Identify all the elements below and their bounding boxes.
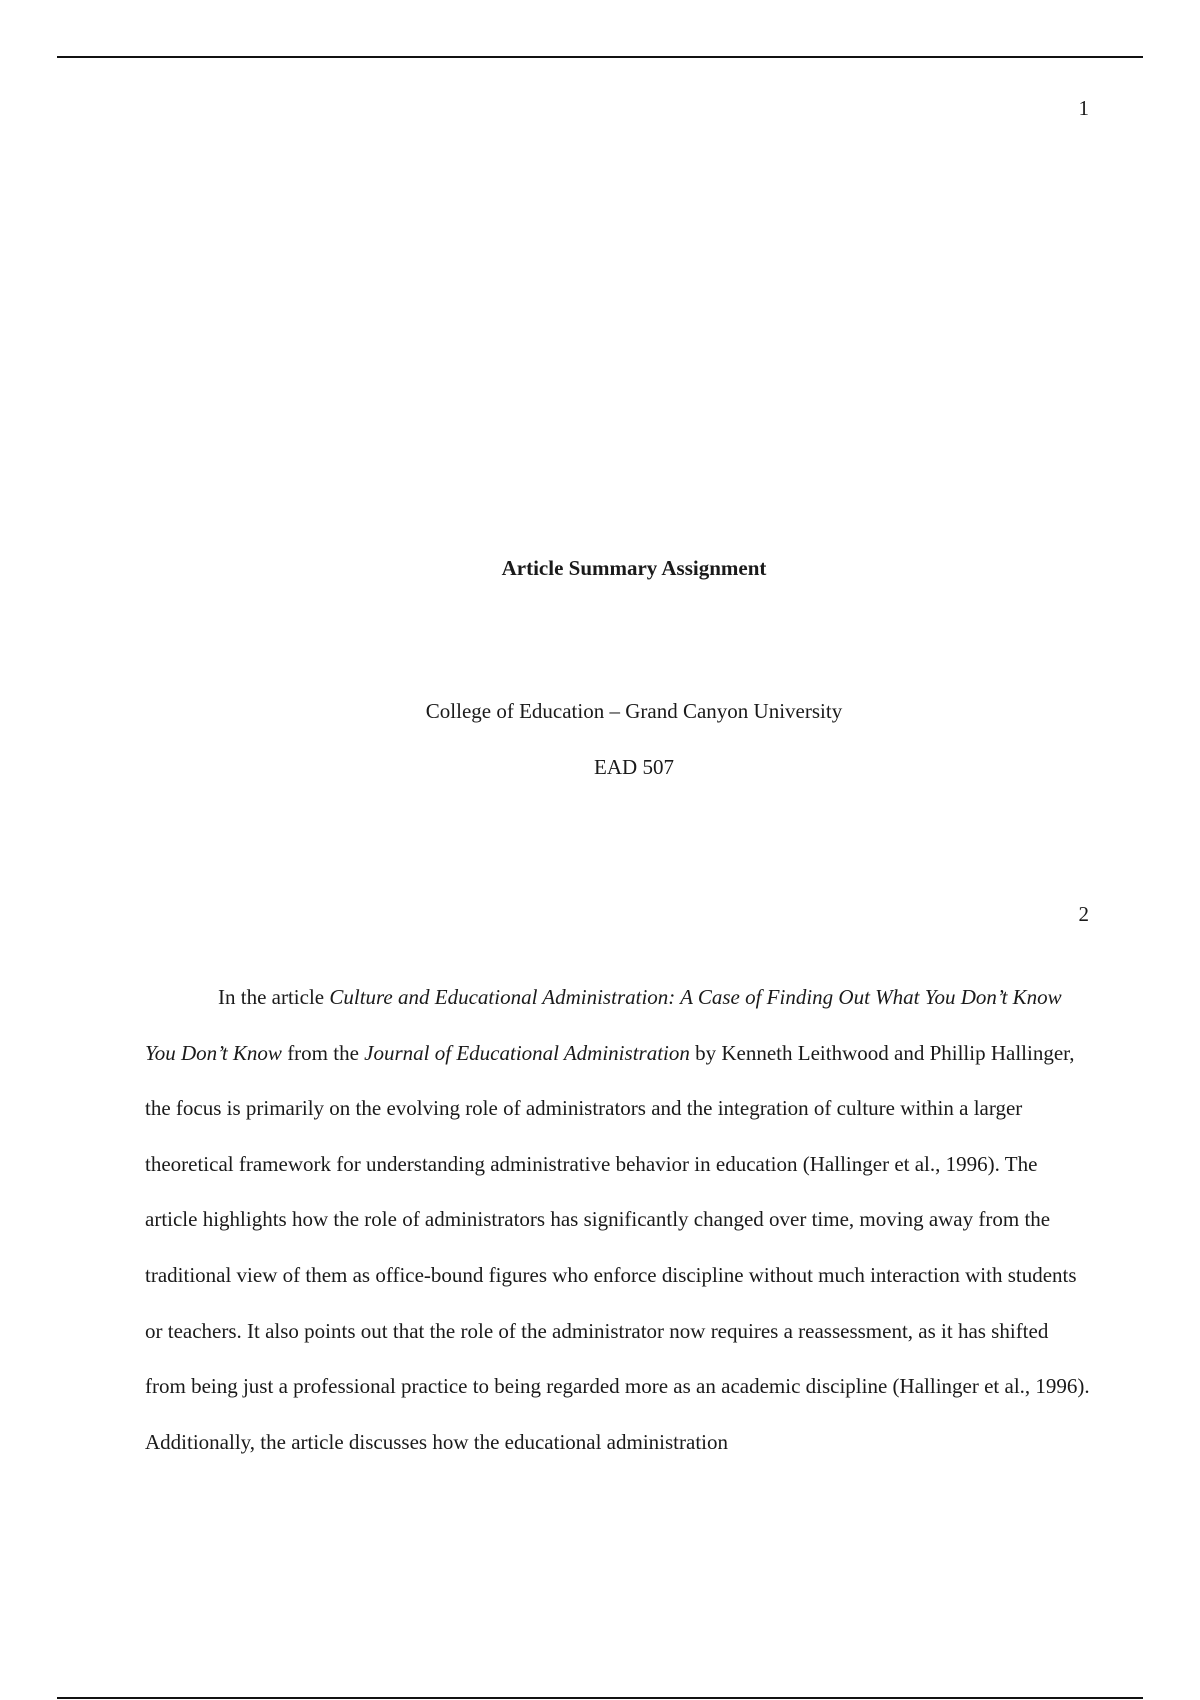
article-title-italic: Culture and Educational Administration: A Case of Finding Out What You Don’t Know You Don’t Know [145,985,1062,1065]
institution-line: College of Education – Grand Canyon University [425,699,843,723]
page-number-2: 2 [1078,902,1089,926]
body-text-segment-1: In the article [218,985,330,1009]
body-text-segment-5: by Kenneth Leithwood and Phillip Hallinger, the focus is primarily on the evolving role of administrators and the integration of culture within a larger theoretical framework for understanding administrative behavior in education (Hallinger et al., 1996). The article highlights how the role of administrators has significantly changed over time, moving away from the traditional view of them as office-bound figures who enforce discipline without much interaction with students or teachers. It also points out that the role of the administrator now requires a reassessment, as it has shifted from being just a professional practice to being regarded more as an academic discipline (Hallinger et al., 1996). Additionally, the article discusses how the educational administration [145,1040,1090,1454]
document-title: Article Summary Assignment [501,556,767,580]
body-text-segment-3: from the [281,1040,365,1065]
page-bottom-rule [57,1697,1143,1699]
course-line: EAD 507 [594,755,674,779]
journal-title-italic: Journal of Educational Administration [364,1040,690,1065]
body-paragraph [145,970,1093,1470]
page-number-1: 1 [1078,96,1089,120]
page-top-rule [57,56,1143,58]
